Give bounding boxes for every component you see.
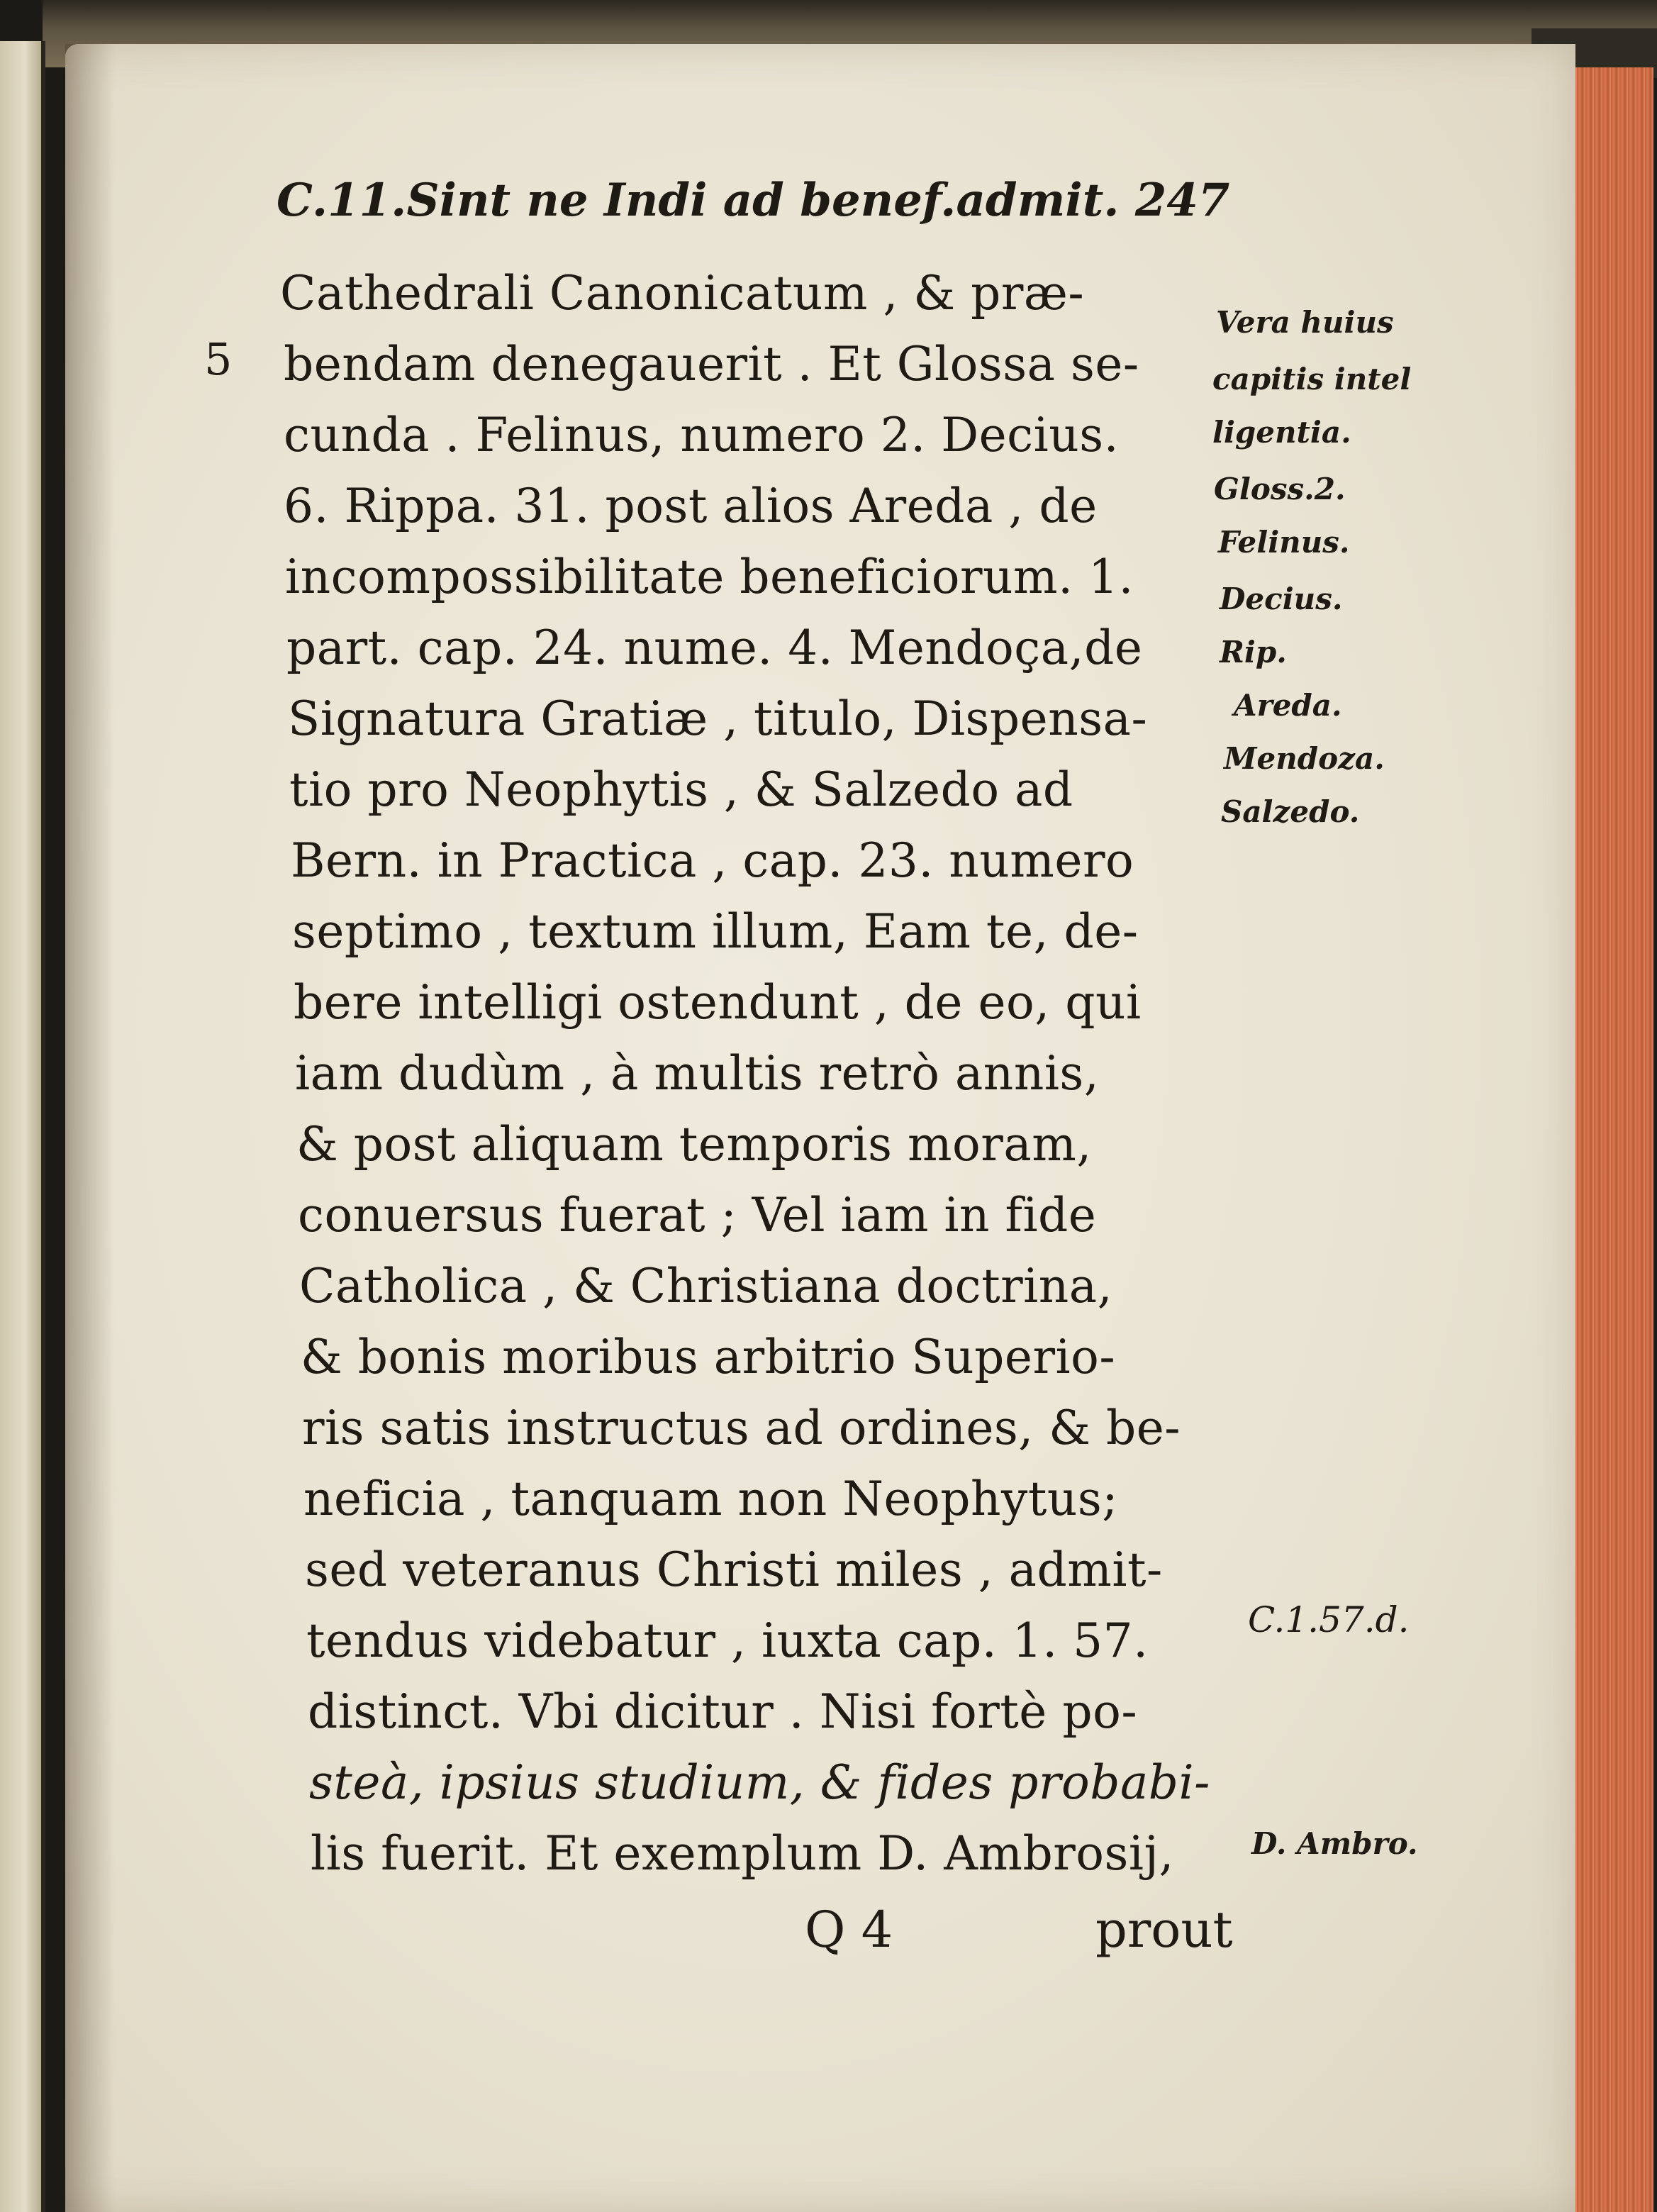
gutter-shadow [65, 44, 115, 2212]
body-line: tendus videbatur , iuxta cap. 1. 57. [306, 1613, 1149, 1668]
body-line: & bonis moribus arbitrio Superio- [301, 1330, 1116, 1384]
left-page-edge [0, 41, 45, 2212]
red-fore-edge [1568, 67, 1653, 2212]
body-line: Cathedrali Canonicatum , & præ- [280, 266, 1085, 321]
margin-note: Felinus. [1218, 525, 1350, 560]
running-head: C.11.Sint ne Indi ad benef.admit. 247 [277, 174, 1230, 227]
signature-mark: Q 4 [805, 1901, 893, 1959]
body-line: 6. Rippa. 31. post alios Areda , de [284, 479, 1098, 533]
body-line: Signatura Gratiæ , titulo, Dispensa- [288, 691, 1148, 746]
margin-note: Mendoza. [1224, 741, 1385, 776]
margin-note: Decius. [1220, 582, 1343, 616]
body-line: incompossibilitate beneficiorum. 1. [285, 550, 1134, 604]
body-line: steà, ipsius studium, & fides probabi- [309, 1755, 1210, 1810]
catchword: prout [1095, 1901, 1233, 1959]
body-line: conuersus fuerat ; Vel iam in fide [298, 1188, 1097, 1243]
margin-note: D. Ambro. [1251, 1826, 1418, 1861]
body-line: septimo , textum illum, Eam te, de- [292, 904, 1139, 959]
body-line: bendam denegauerit . Et Glossa se- [284, 337, 1139, 391]
body-line: Catholica , & Christiana doctrina, [299, 1259, 1113, 1313]
handwritten-mark: 5 [204, 333, 233, 385]
body-line: neficia , tanquam non Neophytus; [303, 1472, 1118, 1526]
margin-note: Areda. [1234, 688, 1342, 723]
body-line: sed veteranus Christi miles , admit- [305, 1543, 1163, 1597]
body-line: cunda . Felinus, numero 2. Decius. [284, 408, 1120, 462]
margin-note: C.1.57.d. [1248, 1599, 1410, 1640]
body-line: distinct. Vbi dicitur . Nisi fortè po- [308, 1684, 1138, 1739]
body-line: part. cap. 24. nume. 4. Mendoça,de [286, 621, 1143, 675]
body-line: ris satis instructus ad ordines, & be- [302, 1401, 1181, 1455]
body-line: & post aliquam temporis moram, [296, 1117, 1092, 1172]
margin-note: Salzedo. [1221, 794, 1360, 829]
body-line: Bern. in Practica , cap. 23. numero [291, 833, 1134, 888]
margin-note: Vera huius [1216, 305, 1394, 340]
margin-note: capitis intel [1212, 362, 1412, 396]
body-line: iam dudùm , à multis retrò annis, [295, 1046, 1100, 1101]
margin-note: Gloss.2. [1214, 472, 1346, 506]
margin-note: Rip. [1220, 635, 1287, 669]
body-line: tio pro Neophytis , & Salzedo ad [289, 762, 1073, 817]
body-line: lis fuerit. Et exemplum D. Ambrosij, [311, 1826, 1174, 1881]
margin-note: ligentia. [1212, 415, 1351, 450]
body-line: bere intelligi ostendunt , de eo, qui [294, 975, 1142, 1030]
